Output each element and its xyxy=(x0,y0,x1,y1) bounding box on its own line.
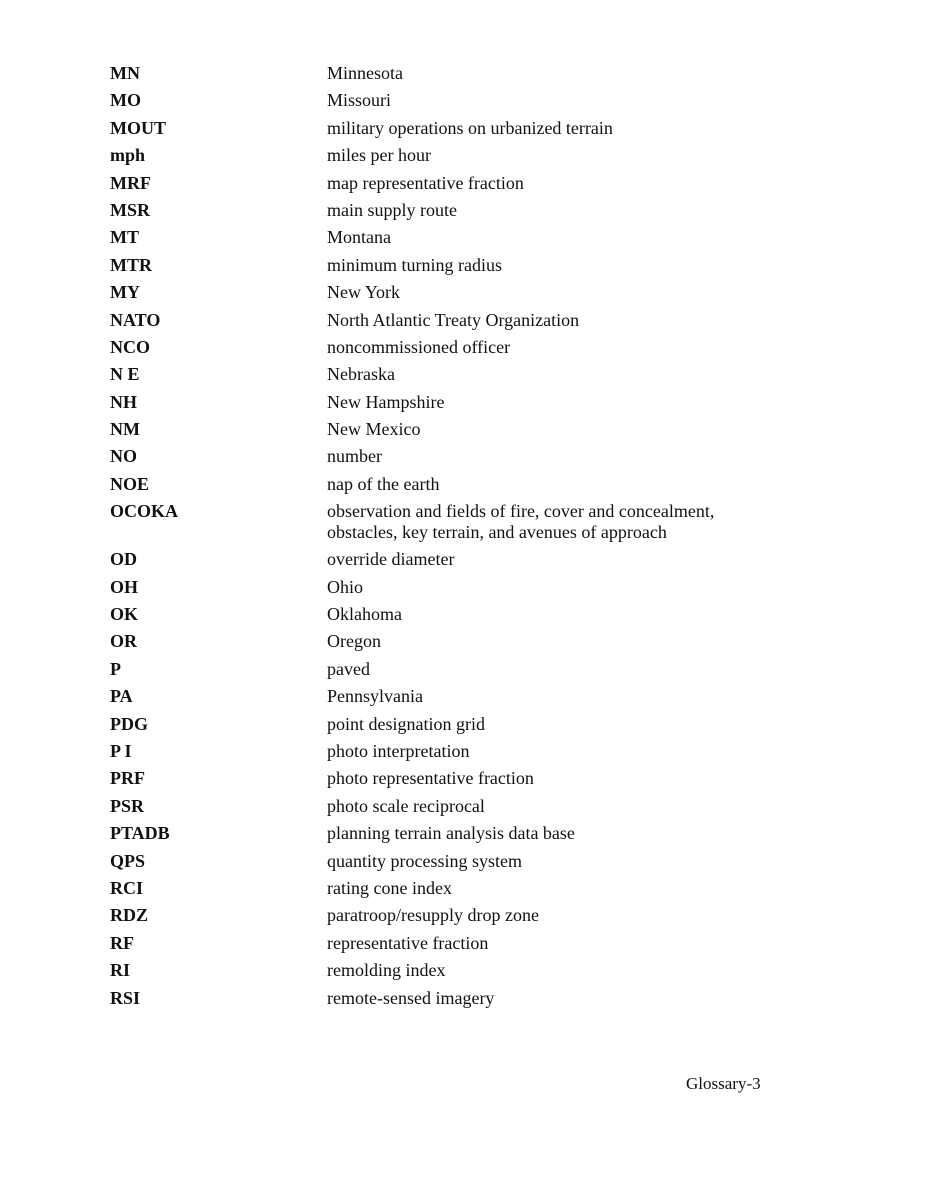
abbreviation: MO xyxy=(110,90,141,111)
abbreviation: RF xyxy=(110,932,134,953)
definition: point designation grid xyxy=(327,713,485,734)
glossary-entry xyxy=(110,601,810,628)
glossary-entry xyxy=(110,957,810,984)
abbreviation: P I xyxy=(110,740,132,761)
glossary-entry xyxy=(110,765,810,792)
glossary-entry xyxy=(110,389,810,416)
glossary-entry xyxy=(110,307,810,334)
definition: North Atlantic Treaty Organization xyxy=(327,309,580,330)
page-number: Glossary-3 xyxy=(686,1074,761,1093)
glossary-entry xyxy=(110,279,810,306)
glossary-entry xyxy=(110,793,810,820)
abbreviation: mph xyxy=(110,145,146,166)
glossary-entry xyxy=(110,546,810,573)
abbreviation: NOE xyxy=(110,473,150,494)
definition: paratroop/resupply drop zone xyxy=(327,905,539,926)
glossary-entry xyxy=(110,574,810,601)
abbreviation: NM xyxy=(110,419,140,440)
definition: Ohio xyxy=(327,576,363,597)
abbreviation: NATO xyxy=(110,309,161,330)
abbreviation: OR xyxy=(110,631,137,652)
abbreviation: RI xyxy=(110,960,131,981)
definition: minimum turning radius xyxy=(327,254,502,275)
definition: noncommissioned officer xyxy=(327,336,511,357)
definition: rating cone index xyxy=(327,877,452,898)
definition: paved xyxy=(327,658,370,679)
definition: number xyxy=(327,446,382,467)
abbreviation: RSI xyxy=(110,987,141,1008)
definition: Oklahoma xyxy=(327,604,402,625)
abbreviation: MSR xyxy=(110,199,150,220)
glossary-entry xyxy=(110,498,810,546)
glossary-entry xyxy=(110,87,810,114)
definition: Minnesota xyxy=(327,63,403,83)
definition: Oregon xyxy=(327,631,381,652)
glossary-entry xyxy=(110,683,810,710)
glossary-entry xyxy=(110,902,810,929)
glossary-list xyxy=(110,60,810,1012)
abbreviation: RDZ xyxy=(110,905,149,926)
glossary-entry xyxy=(110,985,810,1012)
abbreviation: OH xyxy=(110,576,139,597)
glossary-entry xyxy=(110,416,810,443)
definition: photo interpretation xyxy=(327,740,470,761)
definition: representative fraction xyxy=(327,932,489,953)
glossary-entry xyxy=(110,848,810,875)
glossary-entry xyxy=(110,361,810,388)
definition: Nebraska xyxy=(327,364,395,385)
abbreviation: MRF xyxy=(110,172,151,193)
definition xyxy=(327,498,810,546)
glossary-entry xyxy=(110,197,810,224)
definition: Pennsylvania xyxy=(327,686,423,707)
definition: nap of the earth xyxy=(327,473,440,494)
definition: New Hampshire xyxy=(327,391,445,412)
glossary-entry xyxy=(110,711,810,738)
abbreviation: PA xyxy=(110,686,133,707)
abbreviation: RCI xyxy=(110,877,144,898)
abbreviation: MN xyxy=(110,63,140,83)
glossary-entry xyxy=(110,820,810,847)
definition-line: observation and fields of fire, cover and concealment, xyxy=(327,501,715,522)
glossary-entry xyxy=(110,252,810,279)
definition: remote-sensed imagery xyxy=(327,987,495,1008)
glossary-entry xyxy=(110,142,810,169)
abbreviation: MY xyxy=(110,282,140,303)
glossary-entry xyxy=(110,471,810,498)
abbreviation: NCO xyxy=(110,336,150,357)
abbreviation: N E xyxy=(110,364,140,385)
glossary-entry xyxy=(110,875,810,902)
definition: Montana xyxy=(327,227,391,248)
definition: miles per hour xyxy=(327,145,431,166)
abbreviation: QPS xyxy=(110,850,146,871)
abbreviation: OK xyxy=(110,604,139,625)
abbreviation: PRF xyxy=(110,768,145,789)
definition: main supply route xyxy=(327,199,457,220)
abbreviation: MTR xyxy=(110,254,152,275)
abbreviation: NH xyxy=(110,391,137,412)
definition: planning terrain analysis data base xyxy=(327,823,575,844)
definition: remolding index xyxy=(327,960,446,981)
definition: Missouri xyxy=(327,90,392,111)
definition: New York xyxy=(327,282,401,303)
abbreviation: OCOKA xyxy=(110,501,179,522)
glossary-entry xyxy=(110,930,810,957)
abbreviation: P xyxy=(110,658,121,679)
definition: photo scale reciprocal xyxy=(327,795,485,816)
abbreviation: MOUT xyxy=(110,117,166,138)
definition: quantity processing system xyxy=(327,850,522,871)
abbreviation: PDG xyxy=(110,713,148,734)
definition: military operations on urbanized terrain xyxy=(327,117,613,138)
glossary-entry xyxy=(110,334,810,361)
abbreviation: NO xyxy=(110,446,137,467)
glossary-entry xyxy=(110,738,810,765)
definition: photo representative fraction xyxy=(327,768,534,789)
abbreviation: PSR xyxy=(110,795,145,816)
glossary-entry xyxy=(110,60,810,87)
abbreviation: PTADB xyxy=(110,823,170,844)
definition: map representative fraction xyxy=(327,172,524,193)
glossary-entry xyxy=(110,628,810,655)
glossary-entry xyxy=(110,115,810,142)
glossary-entry xyxy=(110,170,810,197)
glossary-entry xyxy=(110,443,810,470)
definition-line: obstacles, key terrain, and avenues of approach xyxy=(327,522,667,543)
abbreviation: MT xyxy=(110,227,139,248)
abbreviation: OD xyxy=(110,549,137,570)
definition: New Mexico xyxy=(327,419,421,440)
glossary-entry xyxy=(110,656,810,683)
definition: override diameter xyxy=(327,549,455,570)
glossary-entry xyxy=(110,224,810,251)
